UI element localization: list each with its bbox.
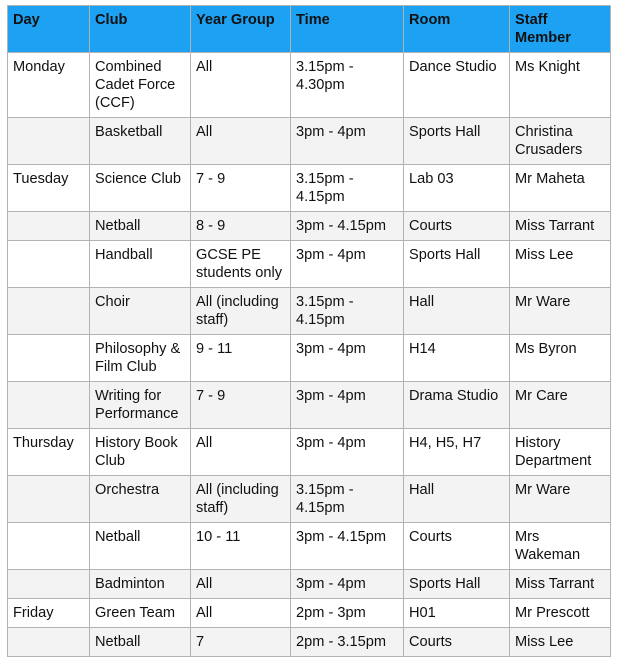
table-row: [8, 241, 611, 288]
table-row: [8, 165, 611, 212]
cell-time: 3.15pm - 4.30pm: [291, 53, 404, 118]
cell-staff-member: History Department: [510, 429, 611, 476]
cell-year-group: 7: [191, 628, 291, 657]
table-row: [8, 118, 611, 165]
cell-club: Philosophy & Film Club: [90, 335, 191, 382]
table-row: [8, 288, 611, 335]
cell-club: Badminton: [90, 570, 191, 599]
cell-time: 3.15pm - 4.15pm: [291, 288, 404, 335]
cell-room: Courts: [404, 212, 510, 241]
cell-club: Netball: [90, 628, 191, 657]
cell-staff-member: Miss Lee: [510, 241, 611, 288]
cell-club: Combined Cadet Force (CCF): [90, 53, 191, 118]
cell-staff-member: Mrs Wakeman: [510, 523, 611, 570]
cell-year-group: All (including staff): [191, 288, 291, 335]
cell-year-group: All: [191, 429, 291, 476]
cell-time: 3pm - 4pm: [291, 241, 404, 288]
cell-club: Netball: [90, 212, 191, 241]
cell-day: Thursday: [8, 429, 90, 476]
table-row: [8, 523, 611, 570]
cell-room: H4, H5, H7: [404, 429, 510, 476]
cell-time: 3pm - 4pm: [291, 429, 404, 476]
table-row: [8, 599, 611, 628]
cell-staff-member: Miss Tarrant: [510, 212, 611, 241]
cell-room: Sports Hall: [404, 241, 510, 288]
cell-year-group: 9 - 11: [191, 335, 291, 382]
table-row: [8, 476, 611, 523]
table-body: [8, 53, 611, 657]
cell-year-group: All: [191, 570, 291, 599]
table-row: [8, 382, 611, 429]
header-staff-member: Staff Member: [510, 6, 611, 53]
cell-year-group: 10 - 11: [191, 523, 291, 570]
cell-day: [8, 476, 90, 523]
table-row: [8, 212, 611, 241]
header-time: Time: [291, 6, 404, 53]
cell-time: 3pm - 4pm: [291, 335, 404, 382]
cell-day: [8, 288, 90, 335]
cell-room: Lab 03: [404, 165, 510, 212]
table-row: [8, 570, 611, 599]
cell-day: Friday: [8, 599, 90, 628]
cell-year-group: 8 - 9: [191, 212, 291, 241]
cell-day: [8, 570, 90, 599]
cell-year-group: All (including staff): [191, 476, 291, 523]
table-row: [8, 335, 611, 382]
cell-room: Courts: [404, 628, 510, 657]
cell-club: Writing for Performance: [90, 382, 191, 429]
table-row: [8, 429, 611, 476]
cell-staff-member: Mr Prescott: [510, 599, 611, 628]
cell-time: 3pm - 4pm: [291, 118, 404, 165]
cell-staff-member: Ms Byron: [510, 335, 611, 382]
cell-room: Hall: [404, 288, 510, 335]
cell-staff-member: Mr Ware: [510, 288, 611, 335]
cell-time: 3pm - 4.15pm: [291, 523, 404, 570]
cell-club: Handball: [90, 241, 191, 288]
cell-day: [8, 382, 90, 429]
cell-club: Orchestra: [90, 476, 191, 523]
table-row: [8, 628, 611, 657]
header-room: Room: [404, 6, 510, 53]
cell-club: Science Club: [90, 165, 191, 212]
cell-time: 3pm - 4pm: [291, 570, 404, 599]
cell-staff-member: Miss Lee: [510, 628, 611, 657]
cell-club: Green Team: [90, 599, 191, 628]
cell-staff-member: Mr Ware: [510, 476, 611, 523]
cell-day: [8, 118, 90, 165]
cell-staff-member: Christina Crusaders: [510, 118, 611, 165]
cell-year-group: 7 - 9: [191, 382, 291, 429]
cell-room: Dance Studio: [404, 53, 510, 118]
cell-club: Basketball: [90, 118, 191, 165]
header-day: Day: [8, 6, 90, 53]
cell-room: Hall: [404, 476, 510, 523]
cell-year-group: All: [191, 53, 291, 118]
cell-staff-member: Mr Maheta: [510, 165, 611, 212]
cell-year-group: All: [191, 599, 291, 628]
cell-year-group: 7 - 9: [191, 165, 291, 212]
cell-time: 2pm - 3pm: [291, 599, 404, 628]
cell-day: Tuesday: [8, 165, 90, 212]
cell-year-group: All: [191, 118, 291, 165]
cell-club: Netball: [90, 523, 191, 570]
header-club: Club: [90, 6, 191, 53]
cell-day: [8, 628, 90, 657]
table-header: [8, 6, 611, 53]
cell-time: 3.15pm - 4.15pm: [291, 165, 404, 212]
cell-club: Choir: [90, 288, 191, 335]
cell-time: 2pm - 3.15pm: [291, 628, 404, 657]
cell-room: Drama Studio: [404, 382, 510, 429]
cell-day: Monday: [8, 53, 90, 118]
header-year-group: Year Group: [191, 6, 291, 53]
cell-club: History Book Club: [90, 429, 191, 476]
cell-staff-member: Ms Knight: [510, 53, 611, 118]
cell-staff-member: Mr Care: [510, 382, 611, 429]
cell-room: H01: [404, 599, 510, 628]
cell-room: Courts: [404, 523, 510, 570]
cell-room: Sports Hall: [404, 118, 510, 165]
cell-day: [8, 212, 90, 241]
cell-time: 3pm - 4.15pm: [291, 212, 404, 241]
cell-room: H14: [404, 335, 510, 382]
table-row: [8, 53, 611, 118]
cell-staff-member: Miss Tarrant: [510, 570, 611, 599]
header-row: [8, 6, 611, 53]
cell-time: 3pm - 4pm: [291, 382, 404, 429]
cell-day: [8, 241, 90, 288]
cell-time: 3.15pm - 4.15pm: [291, 476, 404, 523]
cell-day: [8, 335, 90, 382]
cell-day: [8, 523, 90, 570]
cell-year-group: GCSE PE students only: [191, 241, 291, 288]
clubs-schedule-table: [7, 5, 611, 657]
cell-room: Sports Hall: [404, 570, 510, 599]
